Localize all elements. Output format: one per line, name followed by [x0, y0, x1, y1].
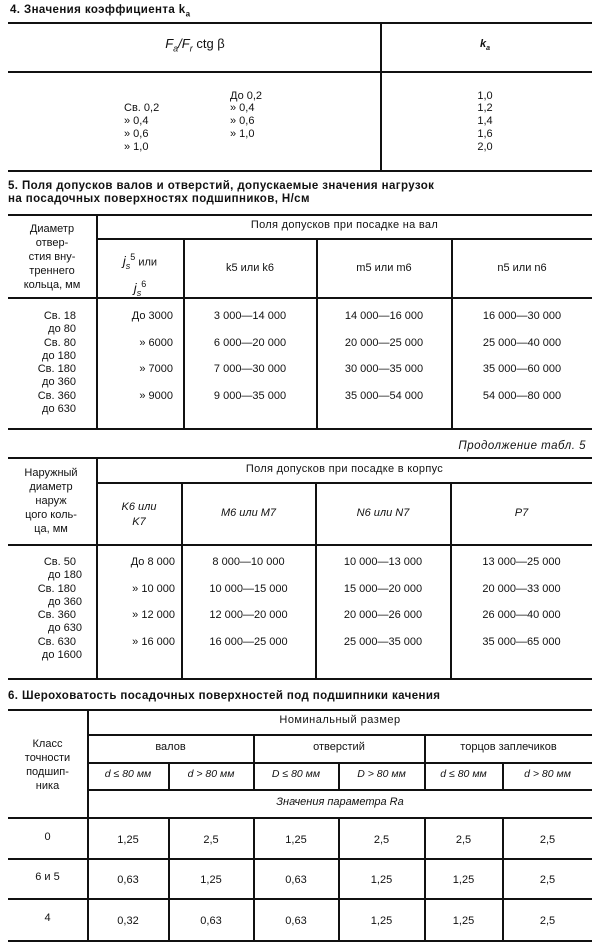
table6-ra-value: 0,63 [117, 874, 139, 886]
table4-value: 1,0 [477, 90, 493, 102]
table6-size-subheader: d > 80 мм [524, 768, 571, 780]
table5b-k-value: До 8 000 [130, 556, 175, 568]
table5b-group-header: Поля допусков при посадке в корпус [245, 463, 444, 475]
divider [97, 482, 592, 484]
divider [8, 898, 592, 900]
table5-n-value: 54 000—80 000 [482, 390, 562, 402]
table6-size-subheader: D ≤ 80 мм [271, 768, 321, 780]
divider [8, 297, 592, 299]
table5-diameter-from: Св. 180 [37, 363, 76, 375]
table5b-diameter-to: до 360 [48, 596, 82, 608]
table4-value: 1,4 [477, 115, 493, 127]
table4-col2-header: $k_а$ [479, 38, 491, 53]
table5b-m-value: 12 000—20 000 [209, 609, 288, 621]
table5b-left-header [6, 466, 96, 536]
table5-diameter-to: до 360 [42, 376, 76, 388]
table6-size-subheader: D > 80 мм [357, 768, 406, 780]
table4-range-to: До 0,2 [230, 90, 263, 102]
table5b-p-value: 26 000—40 000 [482, 609, 561, 621]
table6-ra-value: 0,63 [285, 915, 307, 927]
table5b-m-value: 8 000—10 000 [212, 556, 285, 568]
table6-size-subheader: d > 80 мм [187, 768, 235, 780]
table5-title: 5. Поля допусков валов и отверстий, допускаемые значения нагрузок на посадочных поверхностях подшипников, Н/см [8, 180, 435, 205]
table5-diameter-to: до 630 [42, 403, 76, 415]
table6-ra-value: 2,5 [539, 915, 556, 927]
table6-ra-value: 2,5 [373, 834, 390, 846]
continuation-label: Продолжение табл. 5 [458, 440, 586, 452]
table6-ra-value: 2,5 [203, 834, 219, 846]
table5-js-value: » 6000 [139, 337, 173, 349]
table5-k-value: 9 000—35 000 [213, 390, 287, 402]
table5-k-value: 3 000—14 000 [213, 310, 287, 322]
table5b-col-n-header: N6 или N7 [356, 507, 410, 519]
table6-ra-value: 1,25 [370, 874, 393, 886]
header-line: ца, мм [34, 523, 68, 535]
table5b-n-value: 10 000—13 000 [343, 556, 423, 568]
table5-js-value: » 7000 [139, 363, 173, 375]
table5b-diameter-from: Св. 630 [37, 636, 76, 648]
table5b-diameter-from: Св. 360 [37, 609, 76, 621]
table4-range-from: » 1,0 [124, 141, 149, 153]
table5b-diameter-to: до 630 [48, 622, 82, 634]
table6-title: 6. Шероховатость посадочных поверхностей под подшипники качения [8, 690, 441, 702]
divider [8, 71, 592, 73]
header-line: Наружный [24, 467, 78, 479]
table6-class: 6 и 5 [35, 871, 60, 883]
table5b-n-value: 20 000—26 000 [343, 609, 423, 621]
table6-ra-value: 0,63 [200, 915, 222, 927]
table4-value: 2,0 [477, 141, 493, 153]
table5b-p-value: 13 000—25 000 [482, 556, 561, 568]
table6-size-subheader: d ≤ 80 мм [104, 768, 152, 780]
header-line: ника [35, 780, 60, 792]
table4-title: 4. Значения коэффициента $k_а$ [10, 4, 191, 19]
table5-n-value: 35 000—60 000 [482, 363, 562, 375]
table6-nominal-header: Номинальный размер [279, 714, 401, 726]
divider [97, 238, 592, 240]
table5b-diameter-from: Св. 50 [43, 556, 76, 568]
table4-range-to: » 1,0 [230, 128, 255, 140]
table6-ra-value: 1,25 [200, 874, 222, 886]
divider [8, 428, 592, 430]
table5b-diameter-to: до 1600 [41, 649, 82, 661]
table6-size-subheader: d ≤ 80 мм [440, 768, 487, 780]
table5b-m-value: 10 000—15 000 [209, 583, 288, 595]
table5b-k-value: » 16 000 [132, 636, 175, 648]
divider [88, 789, 592, 791]
table5b-k-value: » 12 000 [132, 609, 175, 621]
divider [8, 858, 592, 860]
header-line: стия вну- [28, 251, 76, 263]
table4-range-from: » 0,4 [124, 115, 149, 127]
table5-k-value: 7 000—30 000 [213, 363, 287, 375]
divider [380, 22, 382, 170]
divider [8, 22, 592, 24]
table5-js-value: До 3000 [131, 310, 173, 322]
table5-k-value: 6 000—20 000 [213, 337, 287, 349]
table6-ra-value: 0,32 [117, 915, 139, 927]
table5-diameter-from: Св. 80 [43, 337, 76, 349]
header-line: наруж [35, 495, 67, 507]
table6-ra-value: 2,5 [539, 834, 556, 846]
table4-range-to: » 0,4 [230, 102, 255, 114]
divider [8, 817, 592, 819]
table5-col-js-header: $j_s^5$ или $j_s^6$ [122, 252, 158, 298]
table5-m-value: 20 000—25 000 [344, 337, 424, 349]
table5b-col-m-header: M6 или M7 [220, 507, 277, 519]
table5b-diameter-to: до 180 [48, 569, 82, 581]
table5-diameter-from: Св. 18 [43, 310, 76, 322]
table5-n-value: 25 000—40 000 [482, 337, 562, 349]
table4-range-from: » 0,6 [124, 128, 149, 140]
table4-value: 1,2 [477, 102, 493, 114]
table6-class: 0 [44, 831, 51, 843]
header-line: диаметр [29, 481, 73, 493]
divider [8, 678, 592, 680]
table5-diameter-to: до 80 [48, 323, 76, 335]
table5-col-k-header: k5 или k6 [225, 262, 275, 274]
table6-class: 4 [44, 912, 51, 924]
header-line: точности [24, 752, 71, 764]
table6-ra-value: 1,25 [117, 834, 139, 846]
table6-ra-value: 2,5 [539, 874, 556, 886]
table5b-m-value: 16 000—25 000 [209, 636, 288, 648]
header-line: кольца, мм [23, 279, 81, 291]
table5b-n-value: 15 000—20 000 [343, 583, 423, 595]
table5b-p-value: 35 000—65 000 [482, 636, 561, 648]
divider [8, 170, 592, 172]
table6-ra-value: 1,25 [452, 874, 475, 886]
table4-range-from: Св. 0,2 [124, 102, 160, 114]
table5-group-header: Поля допусков при посадке на вал [250, 219, 439, 231]
table5b-col-p-header: P7 [514, 507, 529, 519]
table5b-col-k-header: K6 или K7 [121, 501, 157, 528]
table6-ra-value: 1,25 [370, 915, 393, 927]
table6-group-shoulders: торцов заплечиков [460, 741, 557, 753]
table6-ra-value: 1,25 [452, 915, 475, 927]
table6-group-holes: отверстий [313, 741, 365, 753]
divider [88, 734, 592, 736]
table5-m-value: 30 000—35 000 [344, 363, 424, 375]
divider [88, 762, 592, 764]
header-line: треннего [29, 265, 75, 277]
table5-col-m-header: m5 или m6 [356, 262, 412, 274]
table6-ra-value: 1,25 [285, 834, 307, 846]
header-line: цого коль- [25, 509, 77, 521]
table5-n-value: 16 000—30 000 [482, 310, 562, 322]
table5-js-value: » 9000 [139, 390, 173, 402]
table5b-diameter-from: Св. 180 [37, 583, 76, 595]
table6-left-header [8, 737, 87, 793]
table6-param-header: Значения параметра Ra [276, 796, 404, 808]
table5-left-header [8, 222, 96, 292]
table6-ra-value: 2,5 [455, 834, 472, 846]
header-line: отвер- [35, 237, 69, 249]
header-line: подшип- [26, 766, 69, 778]
table5-m-value: 35 000—54 000 [344, 390, 424, 402]
header-line: Класс [32, 738, 63, 750]
table5-diameter-from: Св. 360 [37, 390, 76, 402]
table6-group-shafts: валов [155, 741, 186, 753]
table5b-k-value: » 10 000 [132, 583, 175, 595]
table5b-n-value: 25 000—35 000 [343, 636, 423, 648]
header-line: Диаметр [29, 223, 75, 235]
table4-col1-header: $F_a/F_r$ ctg β [165, 36, 225, 54]
table5-col-n-header: n5 или n6 [497, 262, 547, 274]
table5-m-value: 14 000—16 000 [344, 310, 424, 322]
table6-ra-value: 0,63 [285, 874, 307, 886]
divider [8, 544, 592, 546]
table4-range-to: » 0,6 [230, 115, 255, 127]
table4-value: 1,6 [477, 128, 493, 140]
table5b-p-value: 20 000—33 000 [482, 583, 561, 595]
divider [8, 709, 592, 711]
divider [8, 940, 592, 942]
table5-diameter-to: до 180 [42, 350, 76, 362]
